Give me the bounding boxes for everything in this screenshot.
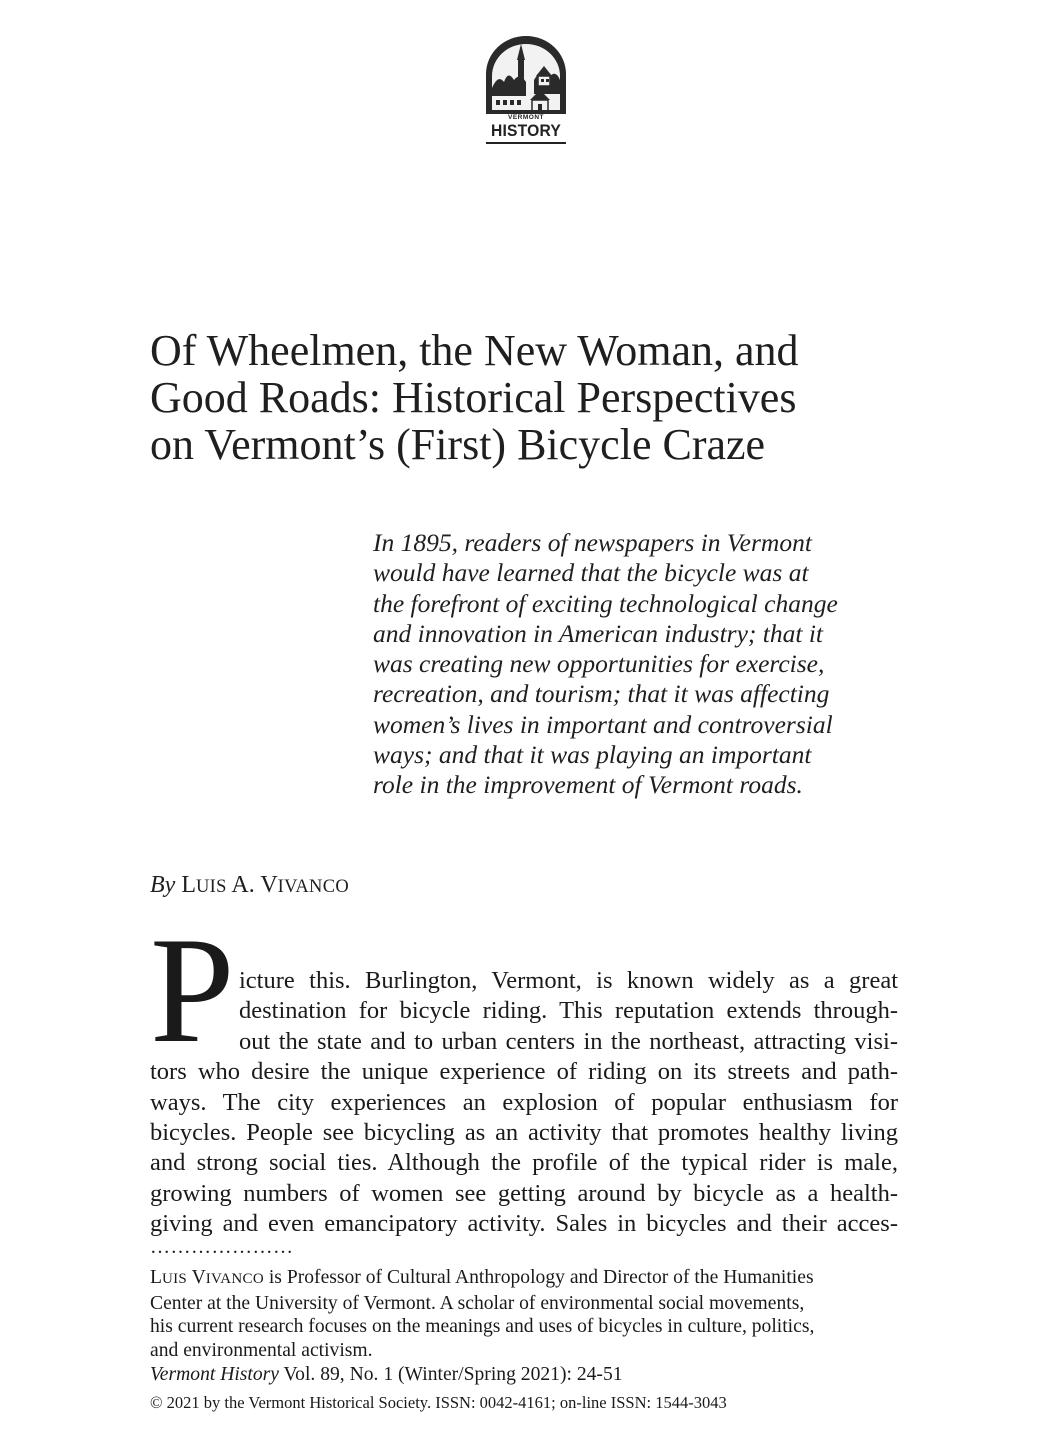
bio-line <box>150 1266 900 1292</box>
title-line: on Vermont’s (First) Bicycle Craze <box>150 420 766 469</box>
epigraph-line: recreation, and tourism; that it was affecting <box>373 679 830 709</box>
author-last-initial: V <box>260 872 278 898</box>
body-line: growing numbers of women see getting around by bicycle as a health- <box>150 1179 898 1207</box>
copyright-notice: © 2021 by the Vermont Historical Society. ISSN: 0042-4161; on-line ISSN: 1544-3043 <box>150 1393 727 1412</box>
body-line: destination for bicycle riding. This reputation extends through- <box>239 997 898 1025</box>
drop-cap: P <box>150 906 235 1074</box>
bio-first-initial: L <box>150 1267 162 1288</box>
body-line: bicycles. People see bicycling as an activity that promotes healthy living <box>150 1118 898 1146</box>
village-scene-icon <box>484 36 568 116</box>
bio-last-rest: IVANCO <box>205 1271 264 1287</box>
epigraph-line: was creating new opportunities for exercise, <box>373 649 825 679</box>
logo-subtitle: VERMONT <box>508 114 544 121</box>
title-line: Good Roads: Historical Perspectives <box>150 373 797 422</box>
byline-by: By <box>150 872 176 898</box>
epigraph-line: In 1895, readers of newspapers in Vermont <box>373 528 812 557</box>
article-title <box>150 327 910 468</box>
body-line: giving and even emancipatory activity. Sales in bicycles and their acces- <box>150 1210 898 1238</box>
logo-underline <box>486 142 566 144</box>
bio-line: and environmental activism. <box>150 1339 373 1361</box>
vermont-history-logo <box>484 36 568 144</box>
epigraph-line: ways; and that it was playing an important <box>373 740 812 770</box>
author-middle: A. <box>231 872 255 898</box>
body-line: icture this. Burlington, Vermont, is known widely as a great <box>239 967 898 994</box>
article-epigraph <box>373 528 933 801</box>
body-line: tors who desire the unique experience of riding on its streets and path- <box>150 1058 898 1086</box>
body-line: out the state and to urban centers in the northeast, attracting visi- <box>239 1027 898 1055</box>
journal-name: Vermont History <box>150 1364 279 1385</box>
epigraph-line: would have learned that the bicycle was at <box>373 558 809 588</box>
body-line: and strong social ties. Although the profile of the typical rider is male, <box>150 1149 898 1177</box>
epigraph-line: role in the improvement of Vermont roads. <box>373 770 803 800</box>
epigraph-line: and innovation in American industry; that it <box>373 618 823 648</box>
bio-line1-rest: is Professor of Cultural Anthropology and Director of the Humanities <box>263 1267 814 1288</box>
body-paragraph <box>150 966 898 1240</box>
author-bio <box>150 1266 900 1362</box>
footnote-separator: ………………… <box>150 1236 294 1258</box>
author-last-rest: IVANCO <box>277 877 350 897</box>
epigraph-line: the forefront of exciting technological change <box>373 588 838 618</box>
body-line: ways. The city experiences an explosion of popular enthusiasm for <box>150 1088 898 1116</box>
epigraph-line: women’s lives in important and controversial <box>373 709 833 739</box>
bio-line: his current research focuses on the meanings and uses of bicycles in culture, politics, <box>150 1316 815 1337</box>
journal-citation <box>150 1363 623 1387</box>
bio-last-initial: V <box>191 1267 206 1288</box>
author-first-rest: UIS <box>195 877 227 897</box>
journal-details: Vol. 89, No. 1 (Winter/Spring 2021): 24-51 <box>279 1364 623 1385</box>
title-line: Of Wheelmen, the New Woman, and <box>150 326 799 375</box>
bio-first-rest: UIS <box>161 1271 188 1287</box>
bio-line: Center at the University of Vermont. A scholar of environmental social movements, <box>150 1292 805 1314</box>
logo-title: HISTORY <box>491 121 561 140</box>
author-first-initial: L <box>181 872 196 898</box>
author-byline <box>150 871 349 901</box>
